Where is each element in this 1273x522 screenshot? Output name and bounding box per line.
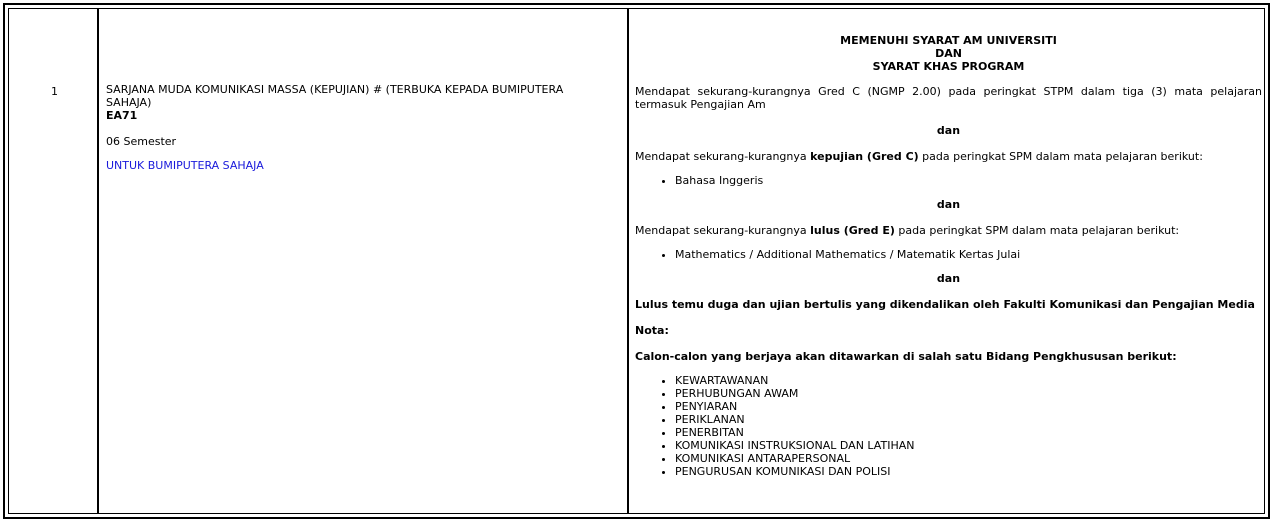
table-row xyxy=(8,8,1265,514)
row-number-cell xyxy=(9,9,99,513)
heading-general-requirements: MEMENUHI SYARAT AM UNIVERSITI xyxy=(840,34,1057,47)
spm-pass-grade: lulus (Gred E) xyxy=(810,224,895,237)
row-number: 1 xyxy=(51,85,58,98)
specialisation-list xyxy=(635,374,1262,478)
list-item: • KOMUNIKASI INSTRUKSIONAL DAN LATIHAN xyxy=(675,439,1262,452)
heading-special-requirements: SYARAT KHAS PROGRAM xyxy=(872,60,1025,73)
programme-semester: 06 Semester xyxy=(106,135,177,148)
list-item: • Mathematics / Additional Mathematics / Matematik Kertas Julai xyxy=(675,248,1262,261)
programme-code: EA71 xyxy=(106,109,138,122)
list-item: • Bahasa Inggeris xyxy=(675,174,1262,187)
spm-pass-suffix: pada peringkat SPM dalam mata pelajaran berikut: xyxy=(894,224,1180,237)
programme-restriction: UNTUK BUMIPUTERA SAHAJA xyxy=(106,159,264,172)
list-item: • PENGURUSAN KOMUNIKASI DAN POLISI xyxy=(675,465,1262,478)
spm-credit-grade: kepujian (Gred C) xyxy=(810,150,919,163)
interview-requirement: Lulus temu duga dan ujian bertulis yang dikendalikan oleh Fakulti Komunikasi dan Pengajian Media xyxy=(635,298,1255,311)
spm-credit-requirement xyxy=(635,150,1262,163)
list-item: • PERHUBUNGAN AWAM xyxy=(675,387,1262,400)
list-item: • KOMUNIKASI ANTARAPERSONAL xyxy=(675,452,1262,465)
spm-pass-prefix: Mendapat sekurang-kurangnya xyxy=(635,224,811,237)
nota-label: Nota: xyxy=(635,324,669,337)
programme-name: SARJANA MUDA KOMUNIKASI MASSA (KEPUJIAN) # (TERBUKA KEPADA BUMIPUTERA SAHAJA) xyxy=(106,83,564,109)
list-item: • PERIKLANAN xyxy=(675,413,1262,426)
spm-pass-requirement xyxy=(635,224,1262,237)
list-item: • PENYIARAN xyxy=(675,400,1262,413)
dan-separator-1: dan xyxy=(936,124,961,137)
spm-pass-subject-list xyxy=(635,248,1262,261)
spm-credit-subject-list xyxy=(635,174,1262,187)
heading-and: DAN xyxy=(935,47,962,60)
programme-cell xyxy=(99,9,629,513)
dan-separator-2: dan xyxy=(936,198,961,211)
programme-name-block xyxy=(106,83,611,122)
dan-separator-3: dan xyxy=(936,272,961,285)
list-item: • PENERBITAN xyxy=(675,426,1262,439)
programme-table xyxy=(3,3,1270,519)
spm-credit-prefix: Mendapat sekurang-kurangnya xyxy=(635,150,811,163)
spm-credit-suffix: pada peringkat SPM dalam mata pelajaran berikut: xyxy=(918,150,1203,163)
requirements-cell xyxy=(629,9,1264,513)
list-item: • KEWARTAWANAN xyxy=(675,374,1262,387)
stpm-requirement: Mendapat sekurang-kurangnya Gred C (NGMP 2.00) pada peringkat STPM dalam tiga (3) mata pelajaran termasuk Pengajian Am xyxy=(635,85,1262,111)
requirements-content xyxy=(635,34,1262,478)
specialisation-intro: Calon-calon yang berjaya akan ditawarkan di salah satu Bidang Pengkhususan berikut: xyxy=(635,350,1177,363)
